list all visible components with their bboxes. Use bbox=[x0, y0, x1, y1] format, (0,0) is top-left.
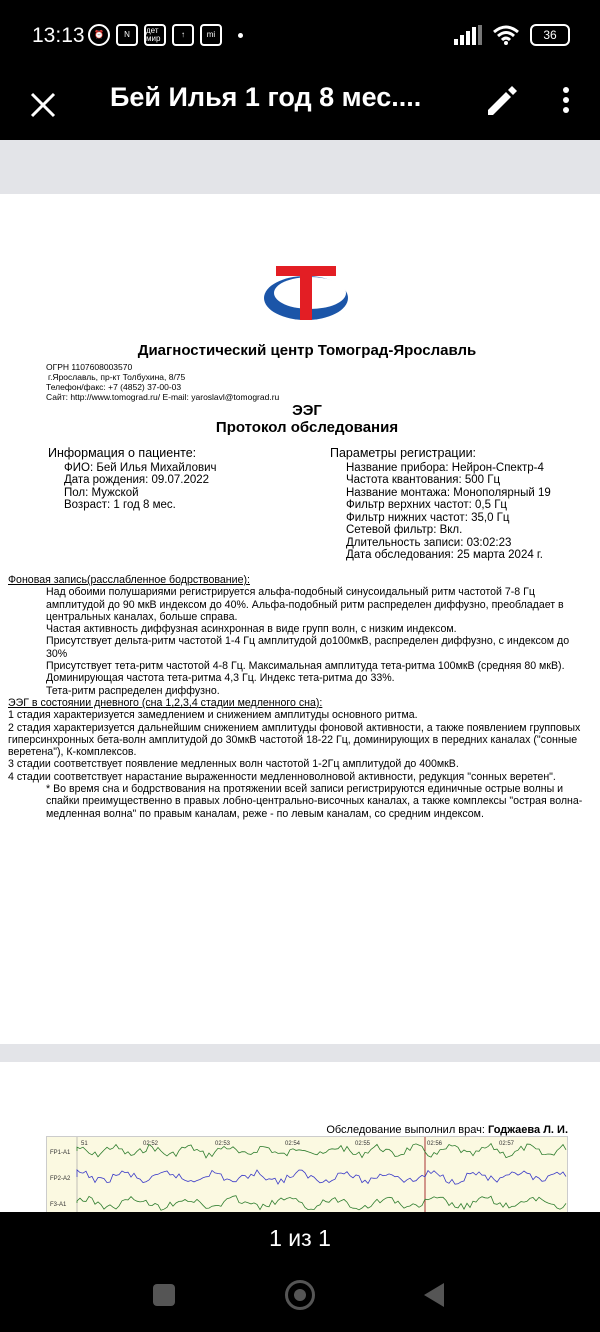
patient-header: Информация о пациенте: bbox=[48, 446, 197, 460]
eeg-channel-label: F3-A1 bbox=[50, 1202, 67, 1208]
page-indicator: 1 из 1 bbox=[0, 1212, 600, 1264]
eeg-trace bbox=[77, 1144, 566, 1158]
background-p2: Частая активность диффузная асинхронная в виде групп волн, с низким индексом. bbox=[46, 623, 457, 636]
signal-icon bbox=[454, 25, 482, 45]
registration-params bbox=[330, 447, 551, 562]
background-p1: Над обоими полушариями регистрируется альфа-подобный синусоидальный ритм частотой 7-8 Гц амплитудой до 90 мкВ индексом до 40%. Альфа-подобный ритм распределен диффузно, преобладает в центральных каналах, больше справа. bbox=[46, 586, 564, 623]
eeg-time-label: 02:55 bbox=[355, 1141, 371, 1147]
sleep-stage-1: 1 стадия характеризуется замедлением и снижением амплитуды основного ритма. bbox=[8, 709, 418, 722]
background-p4: Присутствует тета-ритм частотой 4-8 Гц. Максимальная амплитуда тета-ритма 100мкВ (средняя 80 мкВ). Доминирующая частота тета-ритма 4,3 Гц. Индекс тета-ритма до 33%. bbox=[46, 660, 565, 685]
doc-title: Протокол обследования bbox=[215, 419, 399, 436]
org-details bbox=[46, 362, 279, 402]
org-site: Сайт: http://www.tomograd.ru/ E-mail: yaroslavl@tomograd.ru bbox=[46, 392, 280, 402]
background-title: Фоновая запись(расслабленное бодрствование): bbox=[8, 574, 250, 586]
more-options-icon[interactable] bbox=[554, 82, 578, 118]
wifi-icon bbox=[492, 24, 520, 46]
home-icon[interactable] bbox=[285, 1280, 315, 1310]
patient-dob: Дата рождения: 09.07.2022 bbox=[64, 474, 210, 486]
status-time: 13:13 bbox=[32, 24, 85, 47]
notification-dot-icon bbox=[238, 33, 243, 38]
reg-line: Сетевой фильтр: Вкл. bbox=[346, 524, 463, 536]
mi-icon: mi bbox=[200, 24, 222, 46]
registration-header: Параметры регистрации: bbox=[330, 446, 477, 460]
status-icons bbox=[88, 24, 243, 46]
patient-name: ФИО: Бей Илья Михайлович bbox=[64, 461, 217, 474]
eeg-time-label: 02:56 bbox=[427, 1141, 443, 1147]
sleep-stage-4: 4 стадии соответствует нарастание выраженности медленноволновой активности, редукция "сонных веретен". bbox=[8, 770, 556, 783]
org-address: г.Ярославль, пр-кт Толбухина, 8/75 bbox=[48, 372, 186, 382]
report-note: * Во время сна и бодрствования на протяжении всей записи регистрируются единичные острые волны и спайки преимущественно в правых лобно-центрально-височных каналах, а также комплексы "острая волна-медленная волна" по правым каналам, реже - по левым каналам, со средним индексом. bbox=[46, 783, 583, 820]
eeg-channel-label: FP2-A2 bbox=[50, 1176, 71, 1182]
org-ogrn: ОГРН 1107608003570 bbox=[46, 362, 133, 372]
nfc-icon: N bbox=[116, 24, 138, 46]
background-p3: Присутствует дельта-ритм частотой 1-4 Гц амплитудой до100мкВ, распределен диффузно, с индексом до 30% bbox=[46, 635, 570, 660]
navigation-bar bbox=[0, 1264, 600, 1332]
app-bar bbox=[0, 70, 600, 140]
patient-info bbox=[48, 447, 217, 512]
tomograd-logo bbox=[262, 260, 354, 328]
report-body bbox=[8, 574, 588, 820]
doc-type: ЭЭГ bbox=[292, 402, 322, 419]
eeg-time-label: 02:54 bbox=[285, 1141, 301, 1147]
reg-line: Фильтр нижних частот: 35,0 Гц bbox=[346, 511, 510, 524]
eeg-trace bbox=[77, 1196, 566, 1211]
reg-line: Название монтажа: Монополярный 19 bbox=[346, 486, 551, 499]
patient-sex: Пол: Мужской bbox=[64, 486, 139, 499]
document-title: Бей Илья 1 год 8 мес.... bbox=[110, 82, 422, 112]
reg-line: Фильтр верхних частот: 0,5 Гц bbox=[346, 499, 508, 511]
reg-line: Длительность записи: 03:02:23 bbox=[346, 536, 512, 549]
upload-icon: ↑ bbox=[172, 24, 194, 46]
status-right bbox=[454, 24, 570, 46]
eeg-trace-image bbox=[46, 1136, 568, 1212]
background-p5: Тета-ритм распределен диффузно. bbox=[46, 684, 220, 697]
center-name: Диагностический центр Томоград-Ярославль bbox=[137, 342, 477, 359]
status-bar bbox=[0, 0, 600, 70]
eeg-time-label: 02:57 bbox=[499, 1141, 515, 1147]
recent-apps-icon[interactable] bbox=[153, 1284, 175, 1306]
org-phone: Телефон/факс: +7 (4852) 37-00-03 bbox=[46, 382, 182, 392]
eeg-time-label: 02:53 bbox=[215, 1141, 231, 1147]
eeg-time-label: 51 bbox=[81, 1141, 88, 1147]
eeg-channel-label: FP1-A1 bbox=[50, 1150, 71, 1156]
document-page-1 bbox=[0, 194, 600, 1044]
edit-pencil-icon[interactable] bbox=[484, 82, 520, 118]
reg-line: Дата обследования: 25 марта 2024 г. bbox=[346, 549, 543, 561]
sleep-stage-3: 3 стадии соответствует появление медленных волн частотой 1-2Гц амплитудой до 400мкВ. bbox=[8, 758, 459, 771]
doctor-label: Обследование выполнил врач: bbox=[326, 1124, 485, 1136]
document-viewer[interactable] bbox=[0, 140, 600, 1212]
reg-line: Частота квантования: 500 Гц bbox=[346, 474, 501, 486]
eeg-trace-svg bbox=[47, 1137, 569, 1212]
sleep-title: ЭЭГ в состоянии дневного (сна 1,2,3,4 стадии медленного сна): bbox=[8, 696, 323, 709]
alarm-icon: ⏰ bbox=[88, 24, 110, 46]
document-page-2 bbox=[0, 1062, 600, 1212]
eeg-time-label: 02:52 bbox=[143, 1141, 159, 1147]
reg-line: Название прибора: Нейрон-Спектр-4 bbox=[346, 461, 544, 474]
close-icon[interactable] bbox=[28, 84, 58, 124]
back-icon[interactable] bbox=[424, 1283, 444, 1307]
eeg-trace bbox=[77, 1170, 566, 1184]
app-badge-icon: дет мир bbox=[144, 24, 166, 46]
patient-age: Возраст: 1 год 8 мес. bbox=[64, 499, 176, 511]
document-heading bbox=[0, 402, 600, 436]
doctor-line bbox=[326, 1124, 568, 1136]
sleep-stage-2: 2 стадия характеризуется дальнейшим снижением амплитуды фоновой активности, а также появлением групповых гиперсинхронных бета-волн амплитудой до 30мкВ частотой 18-22 Гц, доминирующих в передних каналах ("сонные веретена"), К-комплексов. bbox=[8, 721, 581, 759]
battery-indicator: 36 bbox=[530, 24, 570, 46]
doctor-name: Годжаева Л. И. bbox=[488, 1124, 568, 1136]
